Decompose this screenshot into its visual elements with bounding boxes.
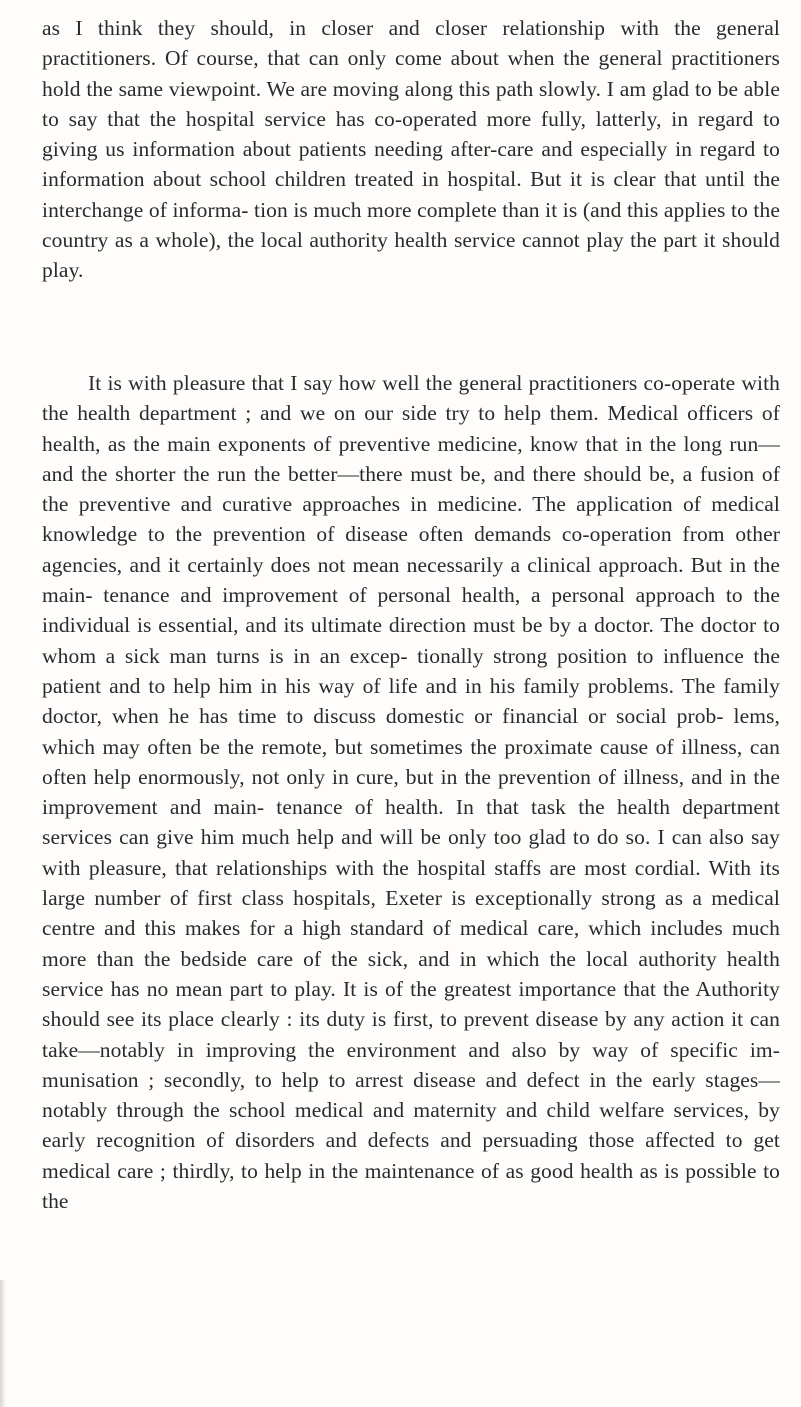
paragraph-continuation: as I think they should, in closer and closer relationship with the general practitioners. Of course, that can only come about when the general practitioners hold the same viewpoint. We are moving along this path slowly. I am glad to be able to say that the hospital service has co-operated more fully, latterly, in regard to giving us information about patients needing after-care and especially in regard to information about school children treated in hospital. But it is clear that until the interchange of informa- tion is much more complete than it is (and this applies to the country as a whole), the local authority health service cannot play the part it should play. <box>42 16 780 283</box>
paragraph-general-practitioners: It is with pleasure that I say how well the general practitioners co-operate with the health department ; and we on our side try to help them. Medical officers of health, as the main exponents of preventive medicine, know that in the long run—and the shorter the run the better—there must be, and there should be, a fusion of the preventive and curative approaches in medicine. The application of medical knowledge to the prevention of disease often demands co-operation from other agencies, and it certainly does not mean necessarily a clinical approach. But in the main- tenance and improvement of personal health, a personal approach to the individual is essential, and its ultimate direction must be by a doctor. The doctor to whom a sick man turns is in an excep- tionally strong position to influence the patient and to help him in his way of life and in his family problems. The family doctor, when he has time to discuss domestic or financial or social prob- lems, which may often be the remote, but sometimes the proximate cause of illness, can often help enormously, not only in cure, but in the prevention of illness, and in the improvement and main- tenance of health. In that task the health department services can give him much help and will be only too glad to do so. I can also say with pleasure, that relationships with the hospital staffs are most cordial. With its large number of first class hospitals, Exeter is exceptionally strong as a medical centre and this makes for a high standard of medical care, which includes much more than the bedside care of the sick, and in which the local authority health service has no mean part to play. It is of the greatest importance that the Authority should see its place clearly : its duty is first, to prevent disease by any action it can take—notably in improving the environment and also by way of specific im- munisation ; secondly, to help to arrest disease and defect in the early stages—notably through the school medical and maternity and child welfare services, by early recognition of disorders and defects and persuading those affected to get medical care ; thirdly, to help in the maintenance of as good health as is possible to the <box>42 371 780 1214</box>
binding-shadow <box>0 1280 6 1407</box>
